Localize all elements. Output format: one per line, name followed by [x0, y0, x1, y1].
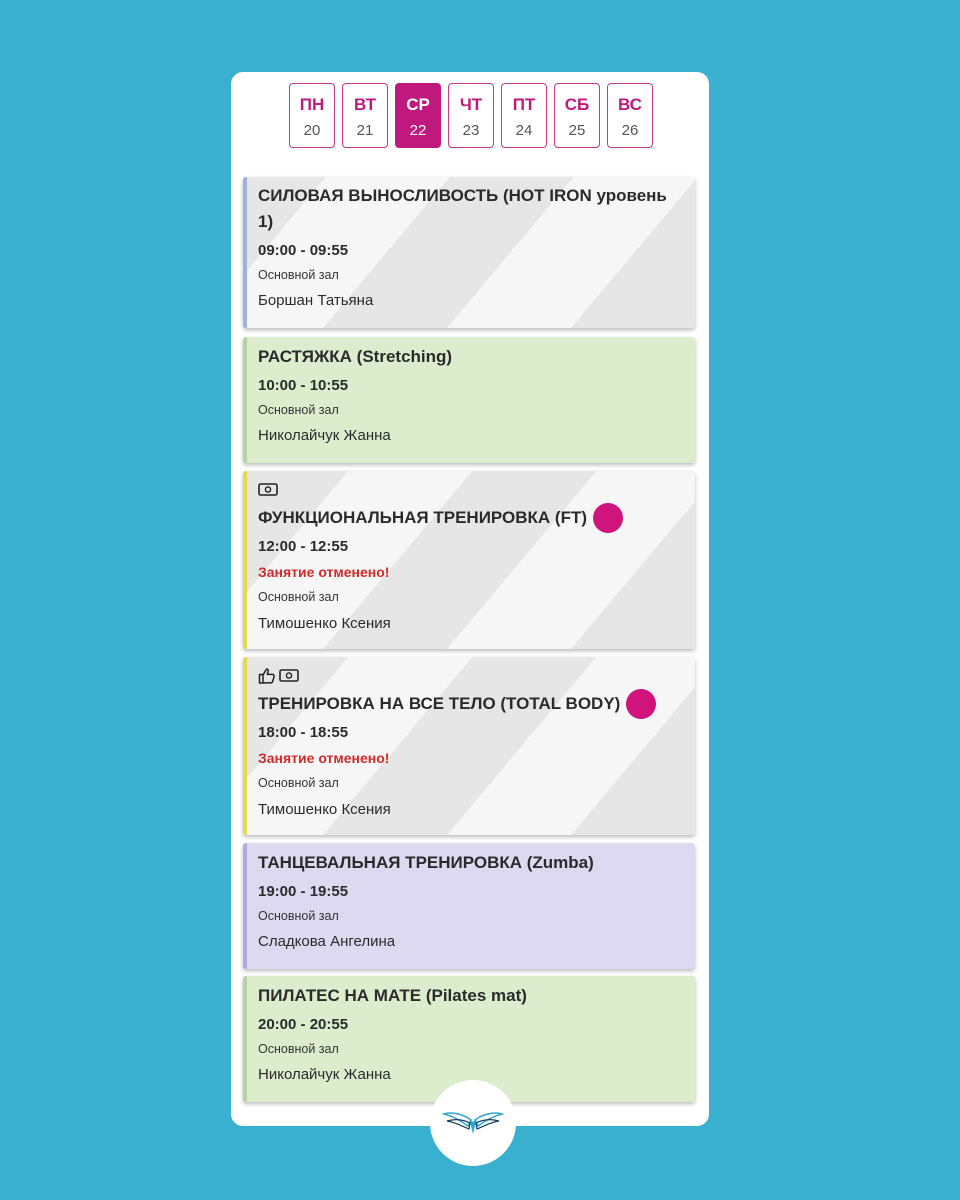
day-tab-tue[interactable]	[342, 83, 388, 148]
class-card[interactable]	[243, 843, 695, 969]
class-card[interactable]	[243, 471, 695, 649]
class-time: 20:00 - 20:55	[258, 1016, 349, 1033]
day-tab-name: ПТ	[512, 95, 536, 114]
day-tab-name: ПН	[299, 95, 325, 114]
class-title: ПИЛАТЕС НА МАТЕ (Pilates mat)	[258, 986, 527, 1005]
class-coach: Боршан Татьяна	[258, 292, 374, 309]
day-tab-sun[interactable]	[607, 83, 653, 148]
class-title: СИЛОВАЯ ВЫНОСЛИВОСТЬ (HOT IRON уровень 1)	[258, 186, 667, 231]
class-cancelled-status: Занятие отменено!	[258, 564, 390, 580]
fitfly-logo	[430, 1080, 516, 1166]
class-title: ФУНКЦИОНАЛЬНАЯ ТРЕНИРОВКА (FT)	[258, 508, 587, 527]
day-tab-number: 24	[515, 122, 533, 139]
class-time: 09:00 - 09:55	[258, 242, 349, 259]
class-coach: Тимошенко Ксения	[258, 615, 391, 632]
class-cancelled-status: Занятие отменено!	[258, 750, 390, 766]
class-icons	[258, 483, 683, 501]
day-selector	[289, 83, 653, 148]
schedule-panel	[231, 72, 709, 1126]
thumbs-up-icon	[258, 667, 276, 689]
day-tab-fri[interactable]	[501, 83, 547, 148]
class-room: Основной зал	[258, 1042, 339, 1056]
status-dot-indicator	[593, 503, 623, 533]
class-card[interactable]	[243, 657, 695, 835]
class-coach: Сладкова Ангелина	[258, 933, 396, 950]
day-tab-name: ЧТ	[459, 95, 483, 114]
day-tab-number: 23	[462, 122, 480, 139]
day-tab-number: 22	[409, 122, 427, 139]
day-tab-mon[interactable]	[289, 83, 335, 148]
class-card[interactable]	[243, 177, 695, 328]
class-room: Основной зал	[258, 590, 339, 604]
class-room: Основной зал	[258, 909, 339, 923]
day-tab-sat[interactable]	[554, 83, 600, 148]
class-room: Основной зал	[258, 403, 339, 417]
class-title-row	[258, 503, 683, 533]
day-tab-name: ВТ	[353, 95, 376, 114]
class-title-row	[258, 689, 683, 719]
class-room: Основной зал	[258, 268, 339, 282]
class-title: РАСТЯЖКА (Stretching)	[258, 347, 453, 366]
class-room: Основной зал	[258, 776, 339, 790]
day-tab-number: 25	[568, 122, 586, 139]
day-tab-name: СБ	[564, 95, 590, 114]
day-tab-name: ВС	[618, 95, 642, 114]
class-title: ТАНЦЕВАЛЬНАЯ ТРЕНИРОВКА (Zumba)	[258, 853, 594, 872]
class-icons	[258, 669, 683, 687]
day-tab-number: 26	[621, 122, 639, 139]
day-tab-name: СР	[406, 95, 430, 114]
status-dot-indicator	[626, 689, 656, 719]
day-tab-number: 20	[303, 122, 321, 139]
class-card[interactable]	[243, 337, 695, 463]
money-icon	[258, 483, 278, 501]
class-time: 12:00 - 12:55	[258, 538, 349, 555]
class-coach: Николайчук Жанна	[258, 1066, 391, 1083]
wings-logo-icon	[442, 1110, 504, 1136]
day-tab-number: 21	[356, 122, 374, 139]
day-tab-thu[interactable]	[448, 83, 494, 148]
class-time: 18:00 - 18:55	[258, 724, 349, 741]
class-coach: Николайчук Жанна	[258, 427, 391, 444]
money-icon	[279, 669, 299, 687]
class-time: 10:00 - 10:55	[258, 377, 349, 394]
day-tab-wed[interactable]	[395, 83, 441, 148]
class-time: 19:00 - 19:55	[258, 883, 349, 900]
class-coach: Тимошенко Ксения	[258, 801, 391, 818]
class-title: ТРЕНИРОВКА НА ВСЕ ТЕЛО (TOTAL BODY)	[258, 694, 621, 713]
